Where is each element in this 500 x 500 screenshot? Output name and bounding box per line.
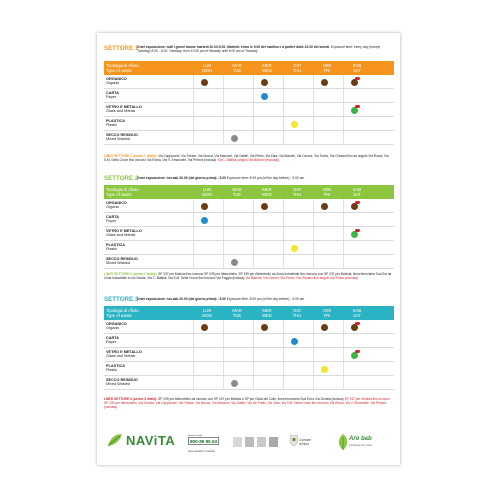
plastica-collection-dot [291, 121, 298, 128]
aro-logo [336, 431, 386, 453]
waste-type-en: Paper [106, 340, 117, 345]
limits-label: LIMITI SETTORE 2 (sector 2 limits): [104, 272, 158, 276]
day-header-thu [283, 63, 311, 73]
waste-row-plastica [104, 362, 394, 376]
sector-header [104, 45, 394, 61]
waste-type-it: VETRO E METALLO [106, 105, 142, 109]
day-label-en: MON [202, 192, 212, 197]
day-label-en: FRI [323, 68, 331, 73]
waste-type-label [106, 201, 127, 210]
extra-tag-icon [355, 322, 360, 325]
extra-tag-icon [355, 229, 360, 232]
day-label-it: SAB [352, 187, 362, 192]
day-header-tue [223, 187, 251, 197]
day-label-en: SAT [353, 68, 361, 73]
limits-label: LIMITI SETTORE 1 (sector 1 limits): [104, 154, 158, 158]
day-header-sat [343, 308, 371, 318]
comune-line-1: Comune [299, 438, 312, 442]
secco-collection-dot [231, 135, 238, 142]
schedule-table-header [104, 61, 394, 75]
day-label-it: MER [262, 63, 272, 68]
schedule-table-body [104, 75, 394, 145]
waste-type-en: Glass and Metals [106, 233, 136, 238]
day-label-it: GIO [293, 187, 301, 192]
comune-di-noci [290, 433, 320, 451]
website: www.navitasrl.it f /navitasrl [188, 451, 215, 453]
waste-type-header-en: Type of waste [106, 68, 132, 73]
day-label-en: TUE [232, 313, 242, 318]
day-label-it: LUN [202, 308, 212, 313]
waste-type-label [106, 215, 119, 224]
organico-collection-dot [321, 203, 328, 210]
waste-row-vetro [104, 227, 394, 241]
waste-row-vetro [104, 348, 394, 362]
sector-2-limits [104, 273, 394, 281]
waste-type-label [106, 229, 142, 238]
day-header-tue [223, 308, 251, 318]
organico-collection-dot [201, 79, 208, 86]
coat-of-arms-icon [290, 435, 298, 446]
sector-title: SETTORE 3 [104, 296, 139, 303]
schedule-table-header [104, 306, 394, 320]
extra-tag-icon [355, 105, 360, 108]
hours-italian: Orari esposizione: lun-sab 20.00 (del giorno prima) - 5.00 [137, 176, 226, 180]
day-label-en: SAT [353, 192, 361, 197]
organico-collection-dot [351, 324, 358, 331]
sector-header [104, 296, 394, 306]
day-label-it: VEN [322, 308, 332, 313]
waste-type-en: Organic [106, 205, 120, 210]
waste-row-plastica [104, 117, 394, 131]
waste-type-it: PLASTICA [106, 364, 125, 368]
sector-hours [137, 297, 393, 301]
day-label-en: SAT [353, 313, 361, 318]
waste-type-it: SECCO RESIDUO [106, 133, 138, 137]
day-label-it: SAB [352, 308, 362, 313]
sector-title: SETTORE 1 [104, 45, 139, 52]
waste-type-label [106, 378, 138, 387]
day-header-fri [313, 308, 341, 318]
waste-type-label [106, 350, 142, 359]
day-label-en: TUE [232, 68, 242, 73]
waste-type-label [106, 322, 127, 331]
sector-hours [137, 176, 393, 180]
sector-1-section [104, 45, 394, 145]
organico-collection-dot [351, 79, 358, 86]
waste-row-carta [104, 213, 394, 227]
extra-tag-icon [355, 201, 360, 204]
waste-type-en: Plastic [106, 368, 118, 373]
waste-type-header-en: Type of waste [106, 313, 132, 318]
day-label-it: GIO [293, 63, 301, 68]
hours-english: Exposure time: 8.00 pm (of the day before) - 5.00 am [226, 176, 305, 180]
day-header-thu [283, 308, 311, 318]
waste-type-it: CARTA [106, 91, 120, 95]
day-label-en: MON [202, 313, 212, 318]
extra-tag-icon [355, 77, 360, 80]
waste-type-label [106, 364, 125, 373]
carta-collection-dot [291, 338, 298, 345]
waste-type-it: VETRO E METALLO [106, 350, 142, 354]
day-header-mon [193, 308, 221, 318]
day-label-it: MER [262, 308, 272, 313]
hours-italian: Orari esposizione: lun-sab 20.00 (del giorno prima) - 5.00 [137, 297, 226, 301]
day-header-sat [343, 187, 371, 197]
waste-type-header [106, 187, 139, 197]
sector-1-limits [104, 155, 394, 163]
day-header-mon [193, 63, 221, 73]
waste-row-vetro [104, 103, 394, 117]
navita-leaf-logo-icon [107, 433, 123, 447]
waste-type-en: Mixed Wasted [106, 261, 130, 266]
organico-collection-dot [321, 79, 328, 86]
day-label-en: MON [202, 68, 212, 73]
sector-title: SETTORE 2 [104, 175, 139, 182]
schedule-table-body [104, 320, 394, 390]
schedule-table-body [104, 199, 394, 269]
waste-type-it: CARTA [106, 336, 120, 340]
organico-collection-dot [321, 324, 328, 331]
waste-type-label [106, 91, 119, 100]
vetro-collection-dot [351, 107, 358, 114]
day-label-it: VEN [322, 187, 332, 192]
comune-line-2: di Noci [299, 441, 309, 446]
waste-type-label [106, 336, 119, 345]
day-label-it: MAR [232, 63, 242, 68]
organico-collection-dot [351, 203, 358, 210]
day-header-fri [313, 63, 341, 73]
waste-type-label [106, 243, 125, 252]
waste-type-header-it: Tipologia di rifiuto [106, 187, 139, 192]
waste-type-en: Paper [106, 219, 117, 224]
waste-type-it: SECCO RESIDUO [106, 257, 138, 261]
waste-type-en: Glass and Metals [106, 109, 136, 114]
waste-type-it: ORGANICO [106, 322, 127, 326]
day-label-en: THU [292, 192, 302, 197]
schedule-table-header [104, 185, 394, 199]
vetro-collection-dot [351, 352, 358, 359]
partner-emblems-icon [232, 435, 282, 449]
waste-type-en: Glass and Metals [106, 354, 136, 359]
waste-row-carta [104, 89, 394, 103]
aro-leaf-icon [336, 433, 350, 451]
waste-row-carta [104, 334, 394, 348]
organico-collection-dot [201, 324, 208, 331]
waste-type-label [106, 105, 142, 114]
waste-type-en: Plastic [106, 123, 118, 128]
hours-english: Exposure time: every day (except Tuesday) 8.00 - 5.00. Tuesday: from 10.00 pm of Monday until 5.00 am of Tuesday [137, 45, 380, 54]
day-header-mon [193, 187, 221, 197]
waste-type-label [106, 119, 125, 128]
sector-header [104, 175, 394, 185]
waste-type-it: VETRO E METALLO [106, 229, 142, 233]
organico-collection-dot [261, 203, 268, 210]
vetro-collection-dot [351, 231, 358, 238]
day-label-it: SAB [352, 63, 362, 68]
waste-type-label [106, 257, 138, 266]
carta-collection-dot [201, 217, 208, 224]
waste-type-en: Mixed Wasted [106, 137, 130, 142]
day-header-wed [253, 63, 281, 73]
waste-type-header [106, 63, 139, 73]
waste-type-header-it: Tipologia di rifiuto [106, 308, 139, 313]
plastica-collection-dot [321, 366, 328, 373]
navita-brand: NAViTA [126, 433, 176, 448]
sector-hours [137, 45, 393, 53]
day-header-sat [343, 63, 371, 73]
day-header-wed [253, 308, 281, 318]
waste-row-organico [104, 320, 394, 334]
day-label-it: GIO [293, 308, 301, 313]
sector-3-limits [104, 398, 394, 410]
waste-type-it: CARTA [106, 215, 120, 219]
limits-excluded: Via Bianchi, Via Cavour, Via Torino, Via Ortolani fino angolo Via Torino (esclusa) [245, 275, 359, 280]
organico-collection-dot [261, 79, 268, 86]
day-header-wed [253, 187, 281, 197]
waste-row-secco [104, 376, 394, 390]
day-label-it: MER [262, 187, 272, 192]
numero-verde-number: 800-89 85 63 [190, 438, 218, 444]
extra-tag-icon [355, 350, 360, 353]
waste-type-it: PLASTICA [106, 243, 125, 247]
day-label-en: THU [292, 68, 302, 73]
waste-row-organico [104, 199, 394, 213]
sector-3-section [104, 296, 394, 390]
calendar-sheet [97, 33, 400, 465]
waste-type-header-en: Type of waste [106, 192, 132, 197]
day-header-fri [313, 187, 341, 197]
waste-type-header [106, 308, 139, 318]
limits-text: SP 239 per Alberobello da incrocio con SP 237 per Mottola a SP per Gioia del Colle, linea ferroviaria Sud Est a Via Gorizia (inclusa) [158, 397, 344, 401]
day-label-en: WED [262, 192, 272, 197]
plastica-collection-dot [291, 245, 298, 252]
waste-type-header-it: Tipologia di rifiuto [106, 63, 139, 68]
day-label-en: FRI [323, 313, 331, 318]
hours-italian: Orari esposizione: tutti i giorni tranne martedì 20.00-5.00. Martedì: entro le 5.00 del mattino e a partire dalle 22.00 del lunedì. [137, 45, 331, 49]
waste-row-secco [104, 131, 394, 145]
limits-text: Via Cappuccini, Via Trieste, Via Mucca, Via Manzoni, Via Galilei, Via Pietro, Via Zara, Via Bianchi, Via Cavour, Via Torino, Via Ortolani fino ad angolo Via Roma, Via S.M. Della Croce fino incrocio Via Roma, Via V. Emanuele, Via Petroni (inclusa) [104, 154, 389, 162]
waste-type-en: Mixed Wasted [106, 382, 130, 387]
day-label-it: VEN [322, 63, 332, 68]
waste-type-en: Organic [106, 326, 120, 331]
organico-collection-dot [201, 203, 208, 210]
footer [104, 429, 394, 457]
waste-row-organico [104, 75, 394, 89]
day-label-en: THU [292, 313, 302, 318]
waste-type-it: ORGANICO [106, 77, 127, 81]
limits-text: SP 237 per Mottola fino incrocio SP 239 per Alberobello, SP 239 per Alberobello da Zona Industriale fino incrocio con SP 237 per Mottola, linea ferroviaria Sud Est da Zona Industriale a via Gorizia, Via C. Battisti, Via S.M. Della Croce fino incrocio Via Foggia (inclusa) [104, 272, 392, 280]
aro-subtitle: L'ambiente che conta [349, 444, 372, 447]
waste-type-en: Paper [106, 95, 117, 100]
day-label-it: LUN [202, 63, 212, 68]
organico-collection-dot [261, 324, 268, 331]
numero-verde-label: Numero Verde [188, 435, 203, 437]
sector-2-section [104, 175, 394, 269]
day-label-it: MAR [232, 187, 242, 192]
day-label-en: WED [262, 68, 272, 73]
secco-collection-dot [231, 259, 238, 266]
secco-collection-dot [231, 380, 238, 387]
carta-collection-dot [261, 93, 268, 100]
limits-label: LIMITI SETTORE 3 (sector 3 limits): [104, 397, 158, 401]
limits-excluded: Via C. Battisti (angolo Via Bianchi (esclusa)) [217, 157, 280, 162]
waste-type-en: Plastic [106, 247, 118, 252]
aro-brand: Aro bab [349, 436, 372, 442]
day-header-tue [223, 63, 251, 73]
day-header-thu [283, 187, 311, 197]
waste-row-plastica [104, 241, 394, 255]
waste-type-it: SECCO RESIDUO [106, 378, 138, 382]
waste-type-label [106, 77, 127, 86]
waste-type-en: Organic [106, 81, 120, 86]
day-label-it: MAR [232, 308, 242, 313]
hours-english: Exposure time: 8.00 pm (of the day before) - 5.00 am [226, 297, 305, 301]
day-label-it: LUN [202, 187, 212, 192]
waste-type-it: PLASTICA [106, 119, 125, 123]
numero-verde [188, 435, 220, 445]
day-label-en: FRI [323, 192, 331, 197]
day-label-en: WED [262, 313, 272, 318]
waste-row-secco [104, 255, 394, 269]
waste-type-it: ORGANICO [106, 201, 127, 205]
day-label-en: TUE [232, 192, 242, 197]
waste-type-label [106, 133, 138, 142]
limits-excluded: SP 237 per Mottola fino incrocio SP 239 per Alberobello, Via Gorizia, Via Cappuccini, Via Trieste, Via Mucca, Via Manzoni, Via Galilei, Via De Pretis, Via Zara, Via S.M. Della Croce fino incrocio Via Roma, Via V. Emanuele, Via Petroni (esclusa) [104, 397, 390, 409]
